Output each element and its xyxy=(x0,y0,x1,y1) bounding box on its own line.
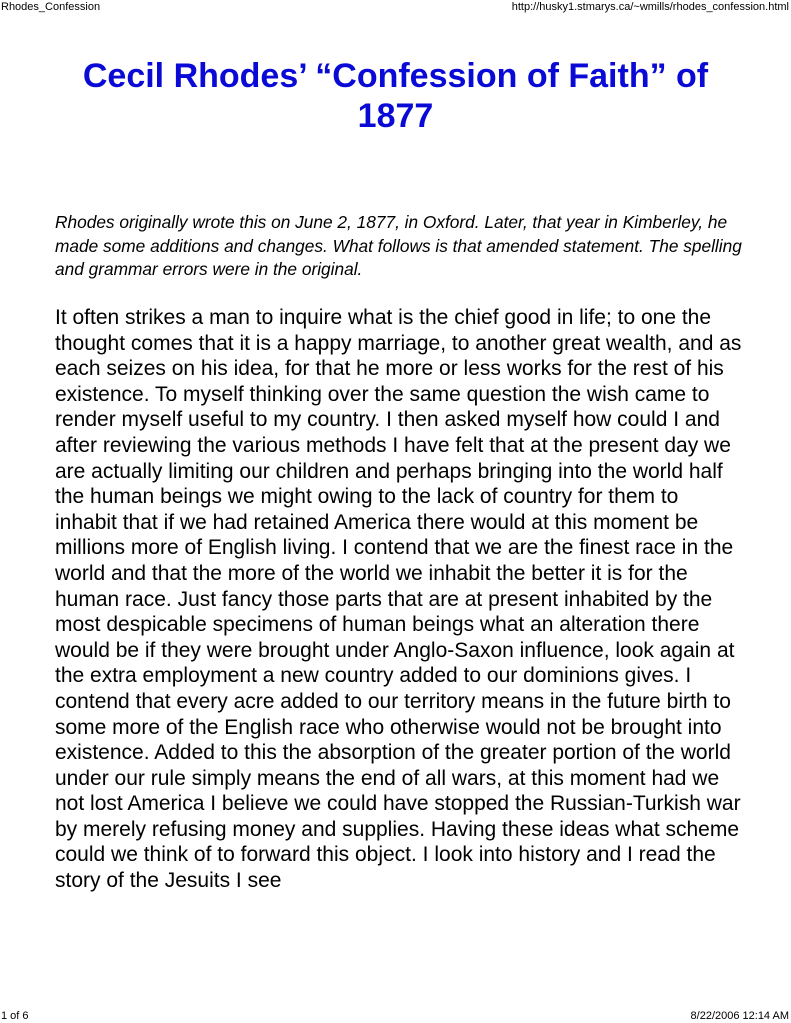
print-header xyxy=(0,0,791,14)
print-footer-timestamp: 8/22/2006 12:14 AM xyxy=(690,1010,789,1022)
print-footer-page-number: 1 of 6 xyxy=(1,1010,29,1022)
print-footer xyxy=(0,1009,791,1023)
body-paragraph: It often strikes a man to inquire what is the chief good in life; to one the thought comes that it is a happy marriage, to another great wealth, and as each seizes on his idea, for that he more or less works for the rest of his existence. To myself thinking over the same question the wish came to render myself useful to my country. I then asked myself how could I and after reviewing the various methods I have felt that at the present day we are actually limiting our children and perhaps bringing into the world half the human beings we might owing to the lack of country for them to inhabit that if we had retained America there would at this moment be millions more of English living. I contend that we are the finest race in the world and that the more of the world we inhabit the better it is for the human race. Just fancy those parts that are at present inhabited by the most despicable specimens of human beings what an alteration there would be if they were brought under Anglo-Saxon influence, look again at the extra employment a new country added to our dominions gives. I contend that every acre added to our territory means in the future birth to some more of the English race who otherwise would not be brought into existence. Added to this the absorption of the greater portion of the world under our rule simply means the end of all wars, at this moment had we not lost America I believe we could have stopped the Russian-Turkish war by merely refusing money and supplies. Having these ideas what scheme could we think of to forward this object. I look into history and I read the story of the Jesuits I see xyxy=(55,306,742,893)
intro-paragraph: Rhodes originally wrote this on June 2, 1877, in Oxford. Later, that year in Kimberley, he made some additions and changes. What follows is that amended statement. The spelling and grammar errors were in the original. xyxy=(55,212,742,279)
document-title: Cecil Rhodes’ “Confession of Faith” of 1877 xyxy=(82,57,709,135)
print-header-url: http://husky1.stmarys.ca/~wmills/rhodes_confession.html xyxy=(511,1,789,13)
print-header-page-title: Rhodes_Confession xyxy=(1,1,101,13)
